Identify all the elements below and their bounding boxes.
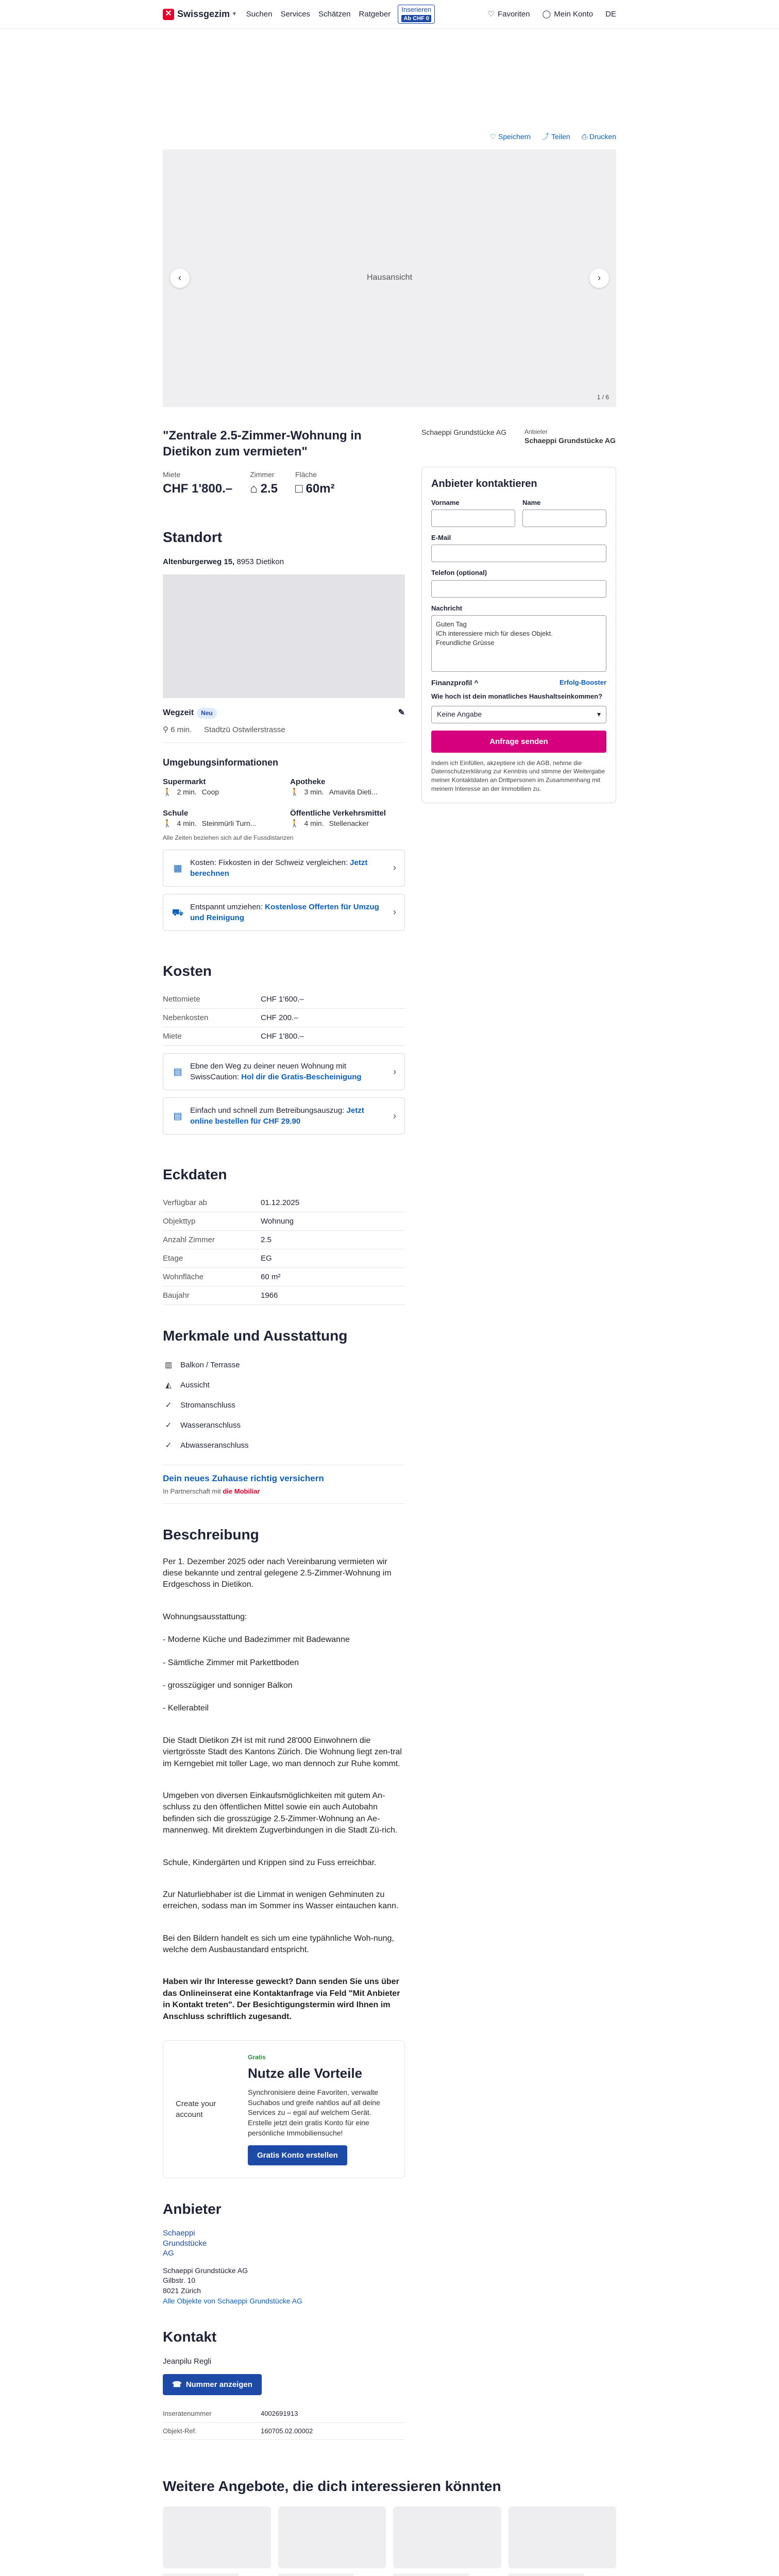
inserieren-button[interactable]: [398, 5, 435, 23]
account-link[interactable]: [542, 9, 593, 20]
card-text: Kosten: Fixkosten in der Schweiz vergleichen:: [190, 858, 348, 867]
costs-section: [163, 961, 405, 1134]
table-row: [163, 1194, 405, 1212]
env-time: 2 min.: [177, 787, 197, 796]
env-note: Alle Zeiten beziehen sich auf die Fussdistanzen: [163, 834, 294, 842]
table-row: [163, 2422, 405, 2439]
chevron-right-icon: ›: [393, 1066, 396, 1077]
location-section: [163, 527, 405, 931]
features-section: [163, 1326, 405, 1504]
row-key: Baujahr: [163, 1286, 261, 1305]
area-icon: □: [295, 481, 303, 496]
env-title: Apotheke: [290, 777, 326, 786]
truck-icon: ⛟: [172, 907, 184, 918]
table-row: [163, 1268, 405, 1286]
nav-services[interactable]: Services: [280, 10, 310, 19]
description-paragraph: Bei den Bildern handelt es sich um eine typähnliche Woh-nung, welche dem Ausbaustandard entspricht.: [163, 1934, 394, 1955]
document-icon: ▤: [173, 1111, 182, 1122]
feature-label: Balkon / Terrasse: [180, 1361, 240, 1370]
provider-logo-line: AG: [163, 2249, 174, 2258]
card-link[interactable]: Kostenlose Offerten für Umzug und Reinigung: [190, 902, 379, 922]
income-select[interactable]: [431, 706, 606, 723]
finance-label: Finanzprofil: [431, 678, 472, 687]
new-badge: Neu: [197, 708, 217, 719]
promo-illustration-text: Create your account: [176, 2099, 216, 2120]
logo-mark-icon: ✕: [163, 9, 174, 20]
row-value: CHF 1'800.–: [261, 1027, 405, 1046]
firstname-input[interactable]: [431, 510, 515, 527]
phone-input[interactable]: [431, 580, 606, 598]
similar-card[interactable]: [393, 2506, 501, 2576]
view-icon: ◭: [165, 1381, 172, 1390]
favorites-label: Favoriten: [497, 10, 530, 19]
save-button[interactable]: [489, 132, 531, 142]
heart-icon: ♡: [487, 10, 495, 19]
feature-item: [163, 1435, 405, 1455]
env-item-pharmacy: [290, 776, 405, 798]
description-paragraph: Umgeben von diversen Einkaufsmöglichkeiten mit gutem An-schluss zu den öffentlichen Mittel sowie ein auch Autobahn befinden sich die grosszügige 2.5-Zimmer-Wohnung an Ae-mannenweg. Mit direktem Zugverbindungen in die Stadt Zü-rich.: [163, 1791, 398, 1835]
phone-icon: ☎: [172, 2380, 182, 2389]
rent-fact: [163, 470, 232, 497]
contact-form: [421, 467, 616, 803]
save-label: Speichern: [498, 132, 531, 141]
inserieren-sub: Ab CHF 0: [401, 15, 431, 22]
chevron-down-icon: ▾: [233, 10, 236, 17]
row-key: Inseratenummer: [163, 2405, 261, 2422]
message-label: Nachricht: [431, 604, 462, 612]
lister-logo-text: Schaeppi Grundstücke AG: [421, 428, 506, 436]
email-input[interactable]: [431, 545, 606, 562]
env-place: Amavita Dieti...: [329, 787, 378, 796]
provider-all-listings-link[interactable]: Alle Objekte von Schaeppi Grundstücke AG: [163, 2296, 302, 2305]
address-city: 8953 Dietikon: [236, 557, 284, 567]
provider-logo-line: Schaeppi: [163, 2229, 195, 2238]
user-icon: ◯: [542, 10, 551, 19]
partner-label: In Partnerschaft mit: [163, 1487, 221, 1496]
income-select-value: Keine Angabe: [437, 709, 482, 718]
env-place: Stellenacker: [329, 819, 369, 827]
promo-text: Synchronisiere deine Favoriten, verwalte Suchabos und greife nahtlos auf all deine Services zu – egal auf welchem Gerät. Erstelle jetzt dein gratis Konto für eine persönliche Immobiliensuche!: [248, 2088, 380, 2137]
walk-icon: 🚶: [163, 819, 172, 827]
insurance-link[interactable]: Dein neues Zuhause richtig versichern: [163, 1473, 324, 1484]
income-question: Wie hoch ist dein monatliches Haushaltseinkommen?: [431, 692, 603, 701]
inserieren-label: Inserieren: [401, 6, 432, 14]
create-account-button[interactable]: Gratis Konto erstellen: [248, 2145, 347, 2165]
rooms-value: 2.5: [260, 481, 278, 496]
betreibung-card[interactable]: [163, 1097, 405, 1134]
gallery-next-button[interactable]: ›: [589, 268, 609, 288]
row-value: EG: [261, 1249, 405, 1268]
description-bullet: - Moderne Küche und Badezimmer mit Badewanne: [163, 1635, 350, 1645]
form-heading: Anbieter kontaktieren: [431, 478, 537, 489]
provider-logo-line: Grundstücke: [163, 2239, 207, 2248]
env-time: 4 min.: [304, 819, 324, 827]
facts-heading: Eckdaten: [163, 1166, 227, 1183]
table-row: [163, 2405, 405, 2422]
provider-logo: [163, 2228, 405, 2259]
features-heading: Merkmale und Ausstattung: [163, 1328, 348, 1344]
chevron-right-icon: ›: [393, 907, 396, 918]
contact-section: [163, 2327, 405, 2440]
area-fact: [295, 470, 335, 497]
check-icon: ✓: [165, 1441, 172, 1450]
provider-city: 8021 Zürich: [163, 2286, 201, 2295]
heart-icon: ♡: [489, 132, 497, 141]
logo-text: Swissgezim: [177, 8, 230, 19]
rent-label: Miete: [163, 470, 181, 479]
show-number-button[interactable]: [163, 2374, 262, 2395]
lister-by-label: Anbieter: [524, 428, 548, 435]
print-icon: ⎙: [581, 132, 587, 141]
phone-label: Telefon (optional): [431, 569, 487, 577]
nav-suchen[interactable]: Suchen: [246, 10, 273, 19]
show-number-label: Nummer anzeigen: [185, 2380, 252, 2389]
provider-section: [163, 2199, 405, 2306]
table-row: [163, 990, 405, 1009]
env-place: Coop: [201, 787, 219, 796]
row-value: 160705.02.00002: [261, 2422, 405, 2439]
balcony-icon: ▥: [164, 1361, 173, 1370]
rooms-fact: [250, 470, 278, 497]
send-request-button[interactable]: Anfrage senden: [431, 731, 606, 753]
table-row: [163, 1231, 405, 1249]
similar-card[interactable]: [278, 2506, 386, 2576]
travel-time-value: 6 min.: [171, 725, 192, 734]
chevron-right-icon: ›: [393, 862, 396, 873]
edit-pencil-icon[interactable]: ✎: [398, 708, 405, 718]
lister-company: Schaeppi Grundstücke AG: [524, 436, 616, 445]
listing-title: "Zentrale 2.5-Zimmer-Wohnung in Dietikon zum vermieten": [163, 428, 362, 459]
row-key: Verfügbar ab: [163, 1194, 261, 1212]
row-key: Wohnfläche: [163, 1268, 261, 1286]
description-heading: Beschreibung: [163, 1527, 259, 1543]
travel-destination: Stadtzü Ostwilerstrasse: [204, 725, 285, 734]
similar-card[interactable]: [163, 2506, 271, 2576]
travel-duration: ⚲ 6 min.: [163, 725, 192, 734]
print-label: Drucken: [589, 132, 616, 141]
lastname-label: Name: [522, 498, 541, 506]
feature-label: Abwasseranschluss: [180, 1441, 249, 1450]
table-row: [163, 1249, 405, 1268]
row-key: Objekt-Ref.: [163, 2422, 261, 2439]
favorites-link[interactable]: [487, 9, 530, 20]
chevron-right-icon: ›: [393, 1110, 396, 1121]
address-street: Altenburgerweg 15,: [163, 557, 235, 567]
rent-value: CHF 1'800.–: [163, 481, 233, 496]
site-logo[interactable]: [163, 8, 236, 21]
description-paragraph: Zur Naturliebhaber ist die Limmat in wenigen Gehminuten zu erreichen, sodass man im Sommer ins Wasser eintauchen kann.: [163, 1890, 399, 1911]
insurance-banner[interactable]: [163, 1465, 405, 1504]
env-item-school: [163, 808, 278, 829]
lister-top: [421, 428, 616, 446]
env-title: Supermarkt: [163, 777, 206, 786]
share-icon: ⤴: [542, 132, 550, 141]
chevron-down-icon: ▾: [597, 709, 601, 718]
location-map[interactable]: [163, 574, 405, 698]
feature-item: [163, 1355, 405, 1375]
env-time: 4 min.: [177, 819, 197, 827]
feature-label: Stromanschluss: [180, 1401, 235, 1410]
description-bullet: - Sämtliche Zimmer mit Parkettboden: [163, 1658, 299, 1667]
row-key: Objekttyp: [163, 1212, 261, 1231]
description-section: [163, 1524, 405, 2023]
row-value: CHF 200.–: [261, 1009, 405, 1027]
nav-ratgeber[interactable]: Ratgeber: [359, 10, 391, 19]
similar-card[interactable]: [509, 2506, 617, 2576]
env-item-supermarket: [163, 776, 278, 798]
account-label: Mein Konto: [554, 10, 594, 19]
provider-name: Schaeppi Grundstücke AG: [163, 2266, 248, 2275]
account-promo: [163, 2040, 405, 2178]
card-link[interactable]: Jetzt online bestellen für CHF 29.90: [190, 1106, 364, 1126]
row-value: 1966: [261, 1286, 405, 1305]
finance-booster-link[interactable]: Erfolg-Booster: [560, 678, 606, 686]
environment-heading: Umgebungsinformationen: [163, 757, 278, 768]
table-row: [163, 1009, 405, 1027]
check-icon: ✓: [165, 1401, 172, 1410]
gallery-prev-button[interactable]: ‹: [170, 268, 190, 288]
swisscaution-card[interactable]: [163, 1053, 405, 1090]
chevron-up-icon: ^: [474, 678, 479, 687]
gratis-label: Gratis: [248, 2054, 266, 2061]
promo-title: Nutze alle Vorteile: [248, 2065, 363, 2081]
contact-person: Jeanpilu Regli: [163, 2357, 212, 2366]
similar-heading: Weitere Angebote, die dich interessieren könnten: [163, 2478, 501, 2494]
travel-time-heading: Wegzeit: [163, 708, 194, 718]
message-textarea[interactable]: Guten Tag ICh interessiere mich für dieses Objekt. Freundliche Grüsse: [431, 615, 606, 672]
row-value: CHF 1'600.–: [261, 990, 405, 1009]
env-place: Steinmürli Turn...: [201, 819, 257, 827]
lastname-input[interactable]: [522, 510, 606, 527]
print-button[interactable]: [582, 132, 616, 142]
row-value: 4002691913: [261, 2405, 405, 2422]
feature-item: [163, 1395, 405, 1415]
email-label: E-Mail: [431, 534, 451, 542]
table-row: [163, 1286, 405, 1305]
top-header: [0, 0, 779, 29]
table-row: [163, 1027, 405, 1046]
env-title: Öffentliche Verkehrsmittel: [290, 808, 386, 818]
card-text: Entspannt umziehen:: [190, 902, 263, 911]
walk-icon: 🚶: [290, 787, 299, 796]
row-value: 2.5: [261, 1231, 405, 1249]
feature-label: Aussicht: [180, 1381, 210, 1390]
row-key: Nebenkosten: [163, 1009, 261, 1027]
env-title: Schule: [163, 808, 189, 818]
row-value: 60 m²: [261, 1268, 405, 1286]
document-icon: ▤: [173, 1066, 182, 1077]
row-key: Miete: [163, 1027, 261, 1046]
description-paragraph: Schule, Kindergärten und Krippen sind zu Fuss erreichbar.: [163, 1858, 377, 1867]
env-item-transport: [290, 808, 405, 829]
description-paragraph: Per 1. Dezember 2025 oder nach Vereinbarung vermieten wir diese bekannte und zentral gelegene 2.5-Zimmer-Wohnung im Erdgeschoss in Dietikon.: [163, 1557, 392, 1589]
facts-section: [163, 1164, 405, 1305]
share-label: Teilen: [551, 132, 570, 141]
row-key: Etage: [163, 1249, 261, 1268]
finance-profile-label: [431, 678, 478, 688]
feature-item: [163, 1415, 405, 1435]
fixkosten-card[interactable]: [163, 850, 405, 887]
gallery-counter: 1 / 6: [597, 393, 609, 401]
contact-heading: Kontakt: [163, 2329, 217, 2345]
image-gallery[interactable]: [163, 149, 616, 407]
card-text: Einfach und schnell zum Betreibungsauszug:: [190, 1106, 345, 1115]
walk-icon: 🚶: [163, 787, 172, 796]
rooms-icon: ⌂: [250, 481, 258, 496]
similar-section: [163, 2476, 616, 2576]
location-heading: Standort: [163, 529, 223, 546]
umzug-card[interactable]: [163, 894, 405, 931]
area-value: 60m²: [306, 481, 335, 496]
row-value: Wohnung: [261, 1212, 405, 1231]
share-button[interactable]: [542, 132, 570, 142]
nav-schaetzen[interactable]: Schätzen: [318, 10, 351, 19]
row-value: 01.12.2025: [261, 1194, 405, 1212]
costs-heading: Kosten: [163, 962, 212, 979]
rooms-label: Zimmer: [250, 470, 275, 479]
table-row: [163, 1212, 405, 1231]
description-bullet: - Kellerabteil: [163, 1704, 209, 1713]
gallery-image-label: Hausansicht: [366, 273, 413, 282]
feature-label: Wasseranschluss: [180, 1421, 241, 1430]
form-legal-text: Indem ich Einfüllen, akzeptiere ich die AGB, nehme die Datenschutzerklärung zur Kenntnis und stimme der Weitergabe meiner Kontaktdaten an Drittpersonen im Zusammenhang mit meinem Interesse an der Immobilien zu.: [431, 759, 605, 792]
row-key: Anzahl Zimmer: [163, 1231, 261, 1249]
description-paragraph: Wohnungsausstattung:: [163, 1612, 247, 1621]
description-bullet: - grosszügiger und sonniger Balkon: [163, 1681, 293, 1690]
card-text: Ebne den Weg zu deiner neuen Wohnung mit SwissCaution:: [190, 1062, 346, 1082]
check-icon: ✓: [165, 1421, 172, 1430]
firstname-label: Vorname: [431, 498, 460, 506]
feature-item: [163, 1375, 405, 1395]
walk-icon: 🚶: [290, 819, 299, 827]
provider-street: Gilbstr. 10: [163, 2276, 196, 2285]
language-select[interactable]: DE: [605, 10, 616, 19]
area-label: Fläche: [295, 470, 317, 479]
description-paragraph: Die Stadt Dietikon ZH ist mit rund 28'000 Einwohnern die viertgrösste Stadt des Kantons Zürich. Die Wohnung liegt zen-tral im Kerngebiet mit toller Lage, wo man dennoch zur Ruhe kommt.: [163, 1736, 402, 1768]
description-cta: Haben wir Ihr Interesse geweckt? Dann senden Sie uns über das Onlineinserat eine Kontaktanfrage via Feld "Mit Anbieter in Kontakt treten". Der Besichtigungstermin wird Ihnen im Anschluss schriftlich zugesandt.: [163, 1977, 400, 2021]
mobiliar-logo: die Mobiliar: [223, 1487, 260, 1496]
provider-heading: Anbieter: [163, 2201, 222, 2217]
card-link[interactable]: Jetzt berechnen: [190, 858, 368, 878]
calculator-icon: ▦: [173, 862, 182, 873]
env-time: 3 min.: [304, 787, 324, 796]
row-key: Nettomiete: [163, 990, 261, 1009]
card-link[interactable]: Hol dir die Gratis-Bescheinigung: [241, 1073, 362, 1082]
